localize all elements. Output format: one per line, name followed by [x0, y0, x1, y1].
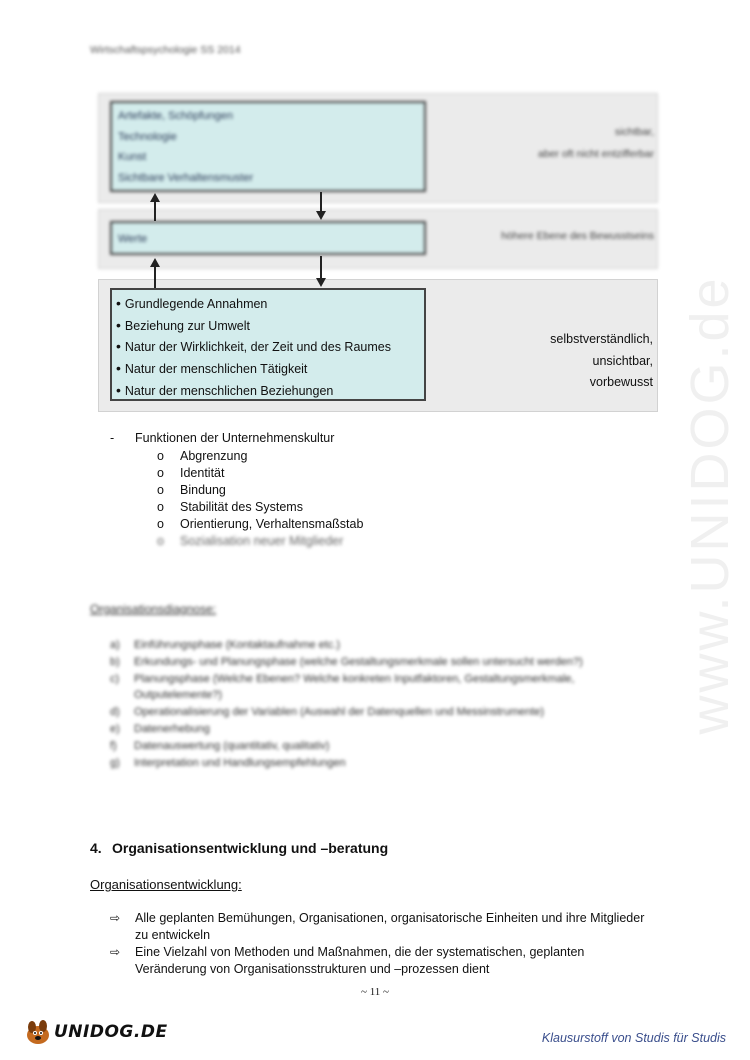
bullet-marker: o	[157, 466, 164, 480]
bullet-marker: o	[157, 517, 164, 531]
level1-item: Sichtbare Verhaltensmuster	[118, 171, 254, 184]
list-item	[157, 499, 363, 516]
list-item-text: Bindung	[180, 483, 226, 497]
section-subheading: Organisationsentwicklung:	[90, 877, 242, 892]
bullet-marker: o	[157, 449, 164, 463]
level2-item: Werte	[118, 233, 148, 245]
list-item-text: Operationalisierung der Variablen (Auswahl der Datenquellen und Messinstrumente)	[134, 706, 545, 719]
dog-mascot-icon	[22, 1017, 52, 1047]
list-item-text: Einführungsphase (Kontaktaufnahme etc.)	[134, 639, 341, 651]
list-marker: c)	[110, 672, 120, 685]
level3-item: • Natur der menschlichen Tätigkeit	[116, 358, 420, 380]
level2-box	[110, 221, 426, 255]
list-item	[110, 910, 655, 944]
section-list	[110, 910, 655, 978]
list-item	[110, 704, 583, 721]
list-item	[157, 516, 363, 533]
level1-item: Kunst	[118, 151, 147, 163]
list-item	[110, 637, 583, 654]
list-item-text: Datenerhebung	[134, 722, 210, 735]
level1-note-line: aber oft nicht entzifferbar	[538, 148, 654, 160]
level3-note-line: vorbewusst	[589, 375, 653, 389]
watermark: www.UNIDOG.de	[680, 275, 740, 735]
level2-note: höhere Ebene des Bewusstseins	[501, 230, 654, 242]
level1-item: Technologie	[118, 130, 177, 143]
level3-box	[110, 288, 426, 401]
list-item	[110, 671, 583, 688]
list-item-text: Orientierung, Verhaltensmaßstab	[180, 517, 364, 531]
unidog-logo	[22, 1017, 168, 1047]
level3-item: • Beziehung zur Umwelt	[116, 315, 420, 337]
diagnose-heading: Organisationsdiagnose:	[90, 602, 217, 616]
section-number: 4.	[90, 840, 102, 856]
logo-text: UNIDOG.DE	[54, 1022, 168, 1042]
level1-item: Artefakte, Schöpfungen	[118, 110, 233, 122]
level3-item: • Natur der menschlichen Beziehungen	[116, 380, 420, 402]
level1-box	[110, 101, 426, 192]
level3-item: • Grundlegende Annahmen	[116, 293, 420, 315]
functions-label: Funktionen der Unternehmenskultur	[135, 431, 335, 445]
list-item	[157, 482, 363, 499]
level3-note	[550, 329, 653, 394]
list-item-text: Datenauswertung (quantitativ, qualitativ)	[134, 739, 330, 752]
list-item	[110, 755, 583, 772]
bullet-marker: o	[157, 534, 164, 548]
list-item	[110, 721, 583, 738]
level1-note	[538, 121, 654, 165]
list-item	[157, 448, 363, 465]
header-title: Wirtschaftspsychologie SS 2014	[90, 44, 241, 56]
list-item-text: Identität	[180, 466, 225, 480]
list-item-text: Abgrenzung	[180, 449, 248, 463]
list-marker: g)	[110, 756, 120, 769]
bullet-marker: o	[157, 483, 164, 497]
list-item-text: Stabilität des Systems	[180, 500, 303, 514]
list-item-text: Erkundungs- und Planungsphase (welche Gestaltungsmerkmale sollen untersucht werden?)	[134, 655, 583, 668]
footer-tagline: Klausurstoff von Studis für Studis	[541, 1031, 726, 1045]
functions-list	[157, 448, 363, 550]
arrow-right-icon: ⇨	[110, 945, 121, 959]
list-item	[110, 654, 583, 671]
level1-note-line: sichtbar,	[614, 126, 654, 138]
bullet-marker: o	[157, 500, 164, 514]
list-item	[110, 944, 655, 978]
level3-note-line: unsichtbar,	[592, 353, 653, 368]
dash-marker: -	[110, 431, 115, 445]
list-item-text: Sozialisation neuer Mitglieder	[180, 534, 344, 548]
list-item	[157, 533, 363, 550]
list-item-text: Alle geplanten Bemühungen, Organisationen, organisatorische Einheiten und ihre Mitglieder zu entwickeln	[135, 911, 645, 942]
page-number: ~ 11 ~	[361, 986, 389, 998]
diagnose-list	[110, 637, 583, 771]
list-marker: f)	[110, 739, 117, 752]
section-title	[90, 840, 388, 856]
list-item	[157, 465, 363, 482]
list-item-text: Interpretation und Handlungsempfehlungen	[134, 756, 346, 769]
list-item-text: Eine Vielzahl von Methoden und Maßnahmen, die der systematischen, geplanten Veränderung von Organisationsstrukturen und –prozessen dient	[135, 945, 585, 976]
arrow-right-icon: ⇨	[110, 911, 121, 925]
list-marker: e)	[110, 722, 120, 735]
list-marker: a)	[110, 639, 120, 651]
list-marker: d)	[110, 706, 120, 719]
level3-note-line: selbstverständlich,	[550, 332, 653, 346]
functions-heading	[110, 431, 334, 445]
list-item	[110, 738, 583, 755]
list-item-text: Planungsphase (Welche Ebenen? Welche konkreten Inputfaktoren, Gestaltungsmerkmale,	[134, 672, 575, 685]
section-title-text: Organisationsentwicklung und –beratung	[112, 840, 389, 856]
list-marker: b)	[110, 655, 120, 668]
level3-item: • Natur der Wirklichkeit, der Zeit und des Raumes	[116, 336, 420, 358]
list-item-continuation: Outputelemente?)	[134, 689, 223, 702]
